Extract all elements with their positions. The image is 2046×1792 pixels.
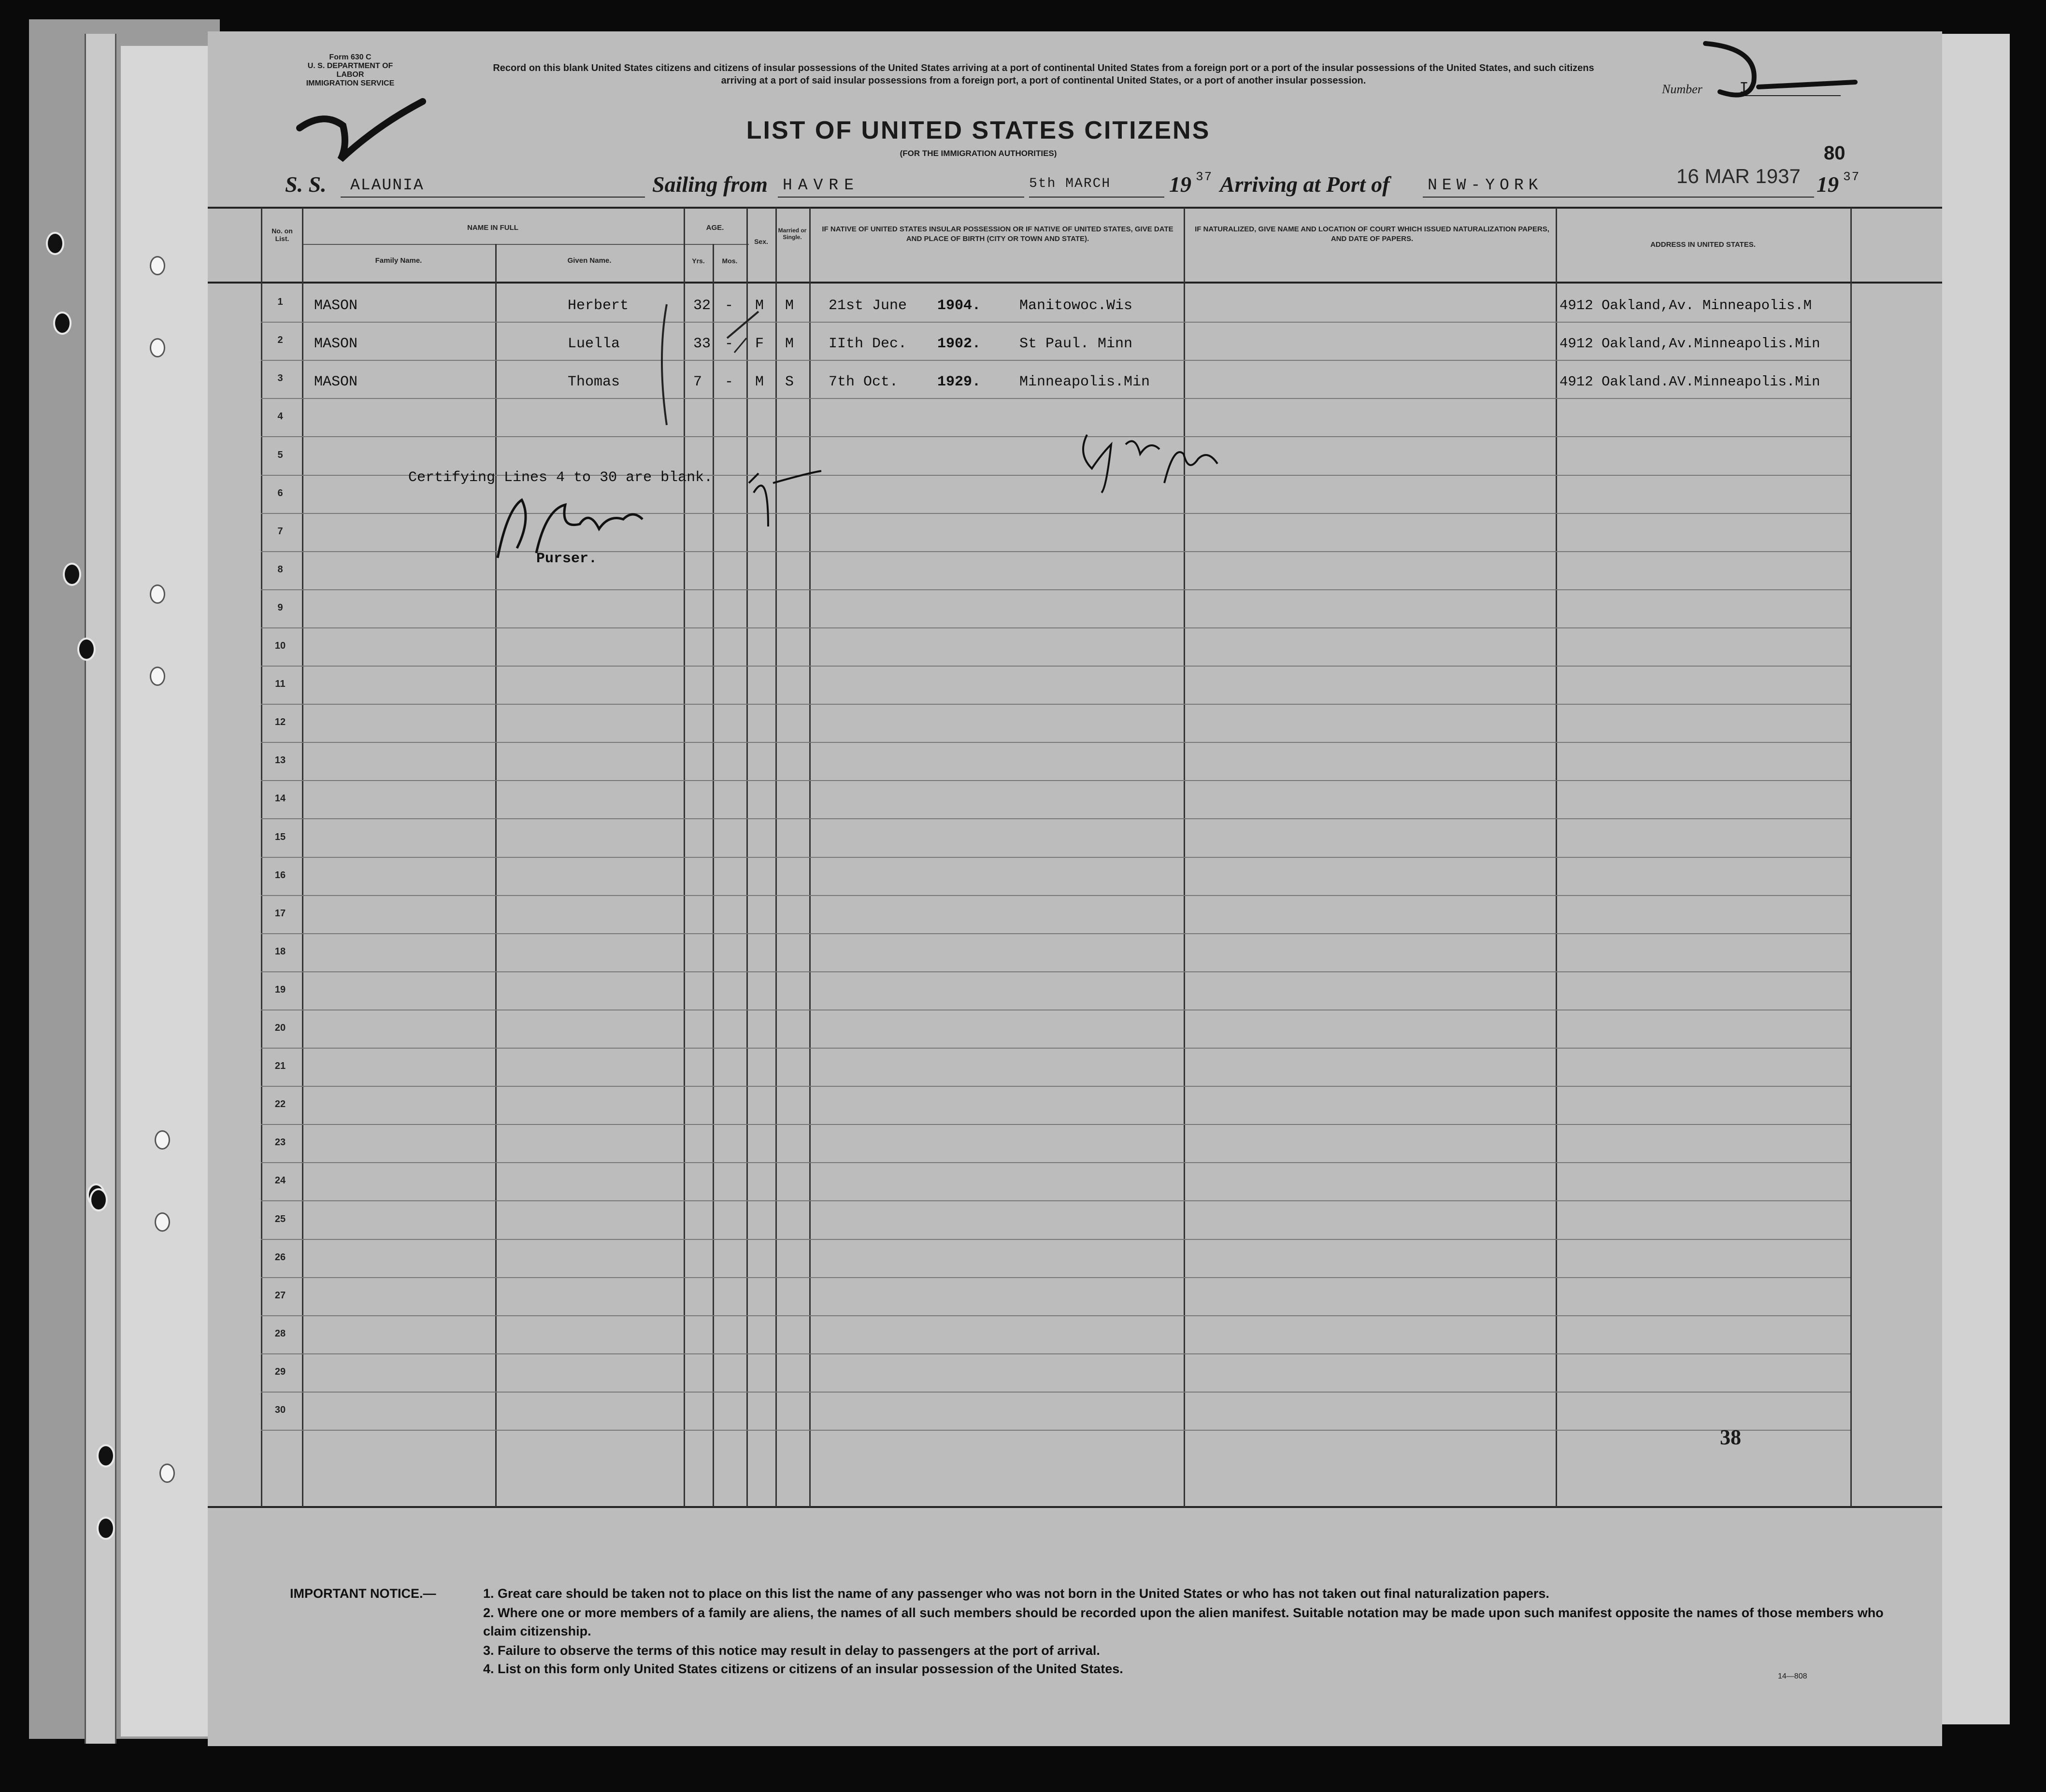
notice-item-2: 2. Where one or more members of a family are aliens, the names of all such members should be recorded upon the alien manifest. Suitable notation may be made upon such manifest opposite the names of those members who claim citizenship. <box>483 1606 1884 1638</box>
passenger-sex: M <box>755 374 764 391</box>
col-head-married: Married or Single. <box>778 227 807 241</box>
arriving-label: Arriving at Port of <box>1220 172 1390 197</box>
row-rule <box>261 1162 1850 1163</box>
passenger-sex: M <box>755 298 764 314</box>
row-rule <box>261 857 1850 858</box>
passenger-age-months: - <box>725 298 734 314</box>
inspector-signature <box>1073 425 1227 498</box>
col-head-name: NAME IN FULL <box>467 224 518 232</box>
ship-field <box>341 176 645 198</box>
row-number: 25 <box>274 1213 286 1224</box>
arrival-date-stamp: 16 MAR 1937 <box>1676 165 1801 187</box>
row-rule <box>261 818 1850 819</box>
passenger-given-name: Herbert <box>568 298 629 314</box>
col-rule <box>713 244 714 1507</box>
row-rule <box>261 436 1850 437</box>
row-number: 12 <box>274 717 286 728</box>
passenger-sex: F <box>755 336 764 353</box>
row-number: 26 <box>274 1252 286 1263</box>
row-number: 15 <box>274 831 286 842</box>
row-number: 1 <box>277 297 283 308</box>
passenger-birth-year: 1929. <box>937 374 981 391</box>
passenger-given-name: Luella <box>568 336 620 353</box>
pen-tick-marks <box>643 299 812 430</box>
row-rule <box>261 1353 1850 1354</box>
port-from: HAVRE <box>783 176 860 194</box>
row-number: 28 <box>274 1328 286 1339</box>
row-number: 5 <box>277 449 283 460</box>
passenger-birth-place: St Paul. Minn <box>1019 336 1133 353</box>
row-number: 3 <box>277 373 283 384</box>
col-head-sex: Sex. <box>754 238 768 245</box>
row-number: 22 <box>274 1099 286 1110</box>
passenger-birth-place: Manitowoc.Wis <box>1019 298 1133 314</box>
col-head-birth: IF NATIVE OF UNITED STATES INSULAR POSSESSION OR IF NATIVE OF UNITED STATES, GIVE DATE AND PLACE OF BIRTH (CITY OR TOWN AND STATE). <box>822 225 1173 243</box>
department-name: U. S. DEPARTMENT OF LABOR <box>307 62 393 79</box>
age-subheader-rule <box>684 244 749 245</box>
table-top-rule <box>208 207 1942 209</box>
row-number: 21 <box>274 1061 286 1072</box>
col-head-age: AGE. <box>706 224 724 232</box>
passenger-address: 4912 Oakland.AV.Minneapolis.Min <box>1560 374 1820 390</box>
port-from-field <box>778 176 1024 198</box>
row-rule <box>261 704 1850 705</box>
pen-initials <box>739 464 826 531</box>
manifest-page <box>208 31 1942 1746</box>
notice-label: IMPORTANT NOTICE.— <box>290 1586 436 1601</box>
sailing-label: Sailing from <box>652 172 768 197</box>
row-number: 18 <box>274 946 286 957</box>
row-number: 6 <box>277 487 283 498</box>
passenger-birth-date: IIth Dec. <box>829 336 907 353</box>
row-number: 24 <box>274 1175 286 1186</box>
name-subheader-rule <box>302 244 696 245</box>
notice-item-3: 3. Failure to observe the terms of this notice may result in delay to passengers at the port of arrival. <box>483 1643 1100 1658</box>
notice-item-4: 4. List on this form only United States citizens or citizens of an insular possession of the United States. <box>483 1662 1123 1676</box>
number-value: I <box>1739 80 1750 98</box>
row-rule <box>261 1430 1850 1431</box>
passenger-marital-status: M <box>785 298 794 314</box>
notice-item-1: 1. Great care should be taken not to place on this list the name of any passenger who was not born in the United States or who has not taken out final naturalization papers. <box>483 1586 1549 1601</box>
passenger-age-years: 32 <box>693 298 711 314</box>
row-rule <box>261 398 1850 399</box>
passenger-family-name: MASON <box>314 298 358 314</box>
col-rule <box>1850 208 1852 1507</box>
passenger-birth-year: 1902. <box>937 336 981 353</box>
row-rule <box>261 589 1850 590</box>
number-label: Number <box>1662 82 1703 96</box>
passenger-marital-status: M <box>785 336 794 353</box>
instructions-text: Record on this blank United States citizens and citizens of insular possessions of the United States arriving at a port of continental United States from a foreign port or a port of the insular possessions of the United States, and such citizens arriving at a port of said insular possessions from a foreign port, a port of continental United States, or a port of another insular possession. <box>493 63 1594 86</box>
passenger-birth-place: Minneapolis.Min <box>1019 374 1150 391</box>
row-rule <box>261 1200 1850 1201</box>
col-head-mos: Mos. <box>722 257 738 265</box>
row-rule <box>261 1277 1850 1278</box>
binding-strip <box>85 34 116 1744</box>
passenger-age-months: - <box>725 374 734 391</box>
row-number: 8 <box>277 564 283 575</box>
sailing-date: 5th MARCH <box>1029 176 1111 191</box>
sailing-year: 37 <box>1196 170 1213 184</box>
row-number: 4 <box>277 411 283 422</box>
arrival-year-prefix: 19 <box>1817 172 1839 197</box>
passenger-birth-year: 1904. <box>937 298 981 314</box>
passenger-address: 4912 Oakland,Av.Minneapolis.Min <box>1560 336 1820 352</box>
col-head-yrs: Yrs. <box>692 257 705 265</box>
page-count: 38 <box>1720 1425 1741 1449</box>
form-number: Form 630 C <box>329 53 372 61</box>
document-title: LIST OF UNITED STATES CITIZENS <box>746 116 1211 144</box>
table-bottom-rule <box>208 1506 1942 1508</box>
row-number: 16 <box>274 869 286 881</box>
row-rule <box>261 627 1850 628</box>
row-rule <box>261 1124 1850 1125</box>
certification-text: Certifying Lines 4 to 30 are blank. <box>408 469 713 486</box>
service-name: IMMIGRATION SERVICE <box>306 79 395 87</box>
passenger-marital-status: S <box>785 374 794 391</box>
col-head-family: Family Name. <box>375 256 422 265</box>
row-rule <box>261 360 1850 361</box>
row-number: 17 <box>274 908 286 919</box>
form-code: 14—808 <box>1778 1672 1807 1680</box>
purser-label: Purser. <box>536 551 598 567</box>
passenger-age-years: 7 <box>693 374 702 391</box>
date-field <box>1029 176 1164 198</box>
passenger-age-months: - <box>725 336 734 353</box>
form-id <box>295 53 406 88</box>
col-head-address: ADDRESS IN UNITED STATES. <box>1650 241 1756 249</box>
passenger-birth-date: 21st June <box>829 298 907 314</box>
col-rule <box>495 244 497 1507</box>
row-rule <box>261 322 1850 323</box>
row-number: 7 <box>277 526 283 537</box>
row-number: 23 <box>274 1137 286 1148</box>
row-number: 27 <box>274 1290 286 1301</box>
row-rule <box>261 1315 1850 1316</box>
year-prefix: 19 <box>1169 172 1191 197</box>
check-mark-icon <box>295 92 430 169</box>
ship-name: ALAUNIA <box>350 176 424 194</box>
row-rule <box>261 895 1850 896</box>
ss-label: S. S. <box>285 172 327 197</box>
passenger-address: 4912 Oakland,Av. Minneapolis.M <box>1560 298 1812 314</box>
row-number: 20 <box>274 1023 286 1033</box>
voyage-line <box>285 165 1918 205</box>
row-rule <box>261 933 1850 934</box>
passenger-birth-date: 7th Oct. <box>829 374 899 391</box>
page-mark: 80 <box>1824 142 1846 164</box>
row-number: 13 <box>274 755 286 766</box>
header-bottom-rule <box>208 282 1942 284</box>
passenger-age-years: 33 <box>693 336 711 353</box>
row-rule <box>261 1086 1850 1087</box>
row-number: 29 <box>274 1366 286 1377</box>
row-rule <box>261 971 1850 972</box>
row-number: 19 <box>274 984 286 995</box>
passenger-family-name: MASON <box>314 374 358 391</box>
row-rule <box>261 780 1850 781</box>
arrival-year: 37 <box>1843 170 1860 184</box>
row-number: 11 <box>275 679 286 690</box>
passenger-given-name: Thomas <box>568 374 620 391</box>
row-number: 9 <box>277 602 283 613</box>
row-rule <box>261 666 1850 667</box>
passenger-family-name: MASON <box>314 336 358 353</box>
row-number: 14 <box>274 793 286 804</box>
col-head-naturalized: IF NATURALIZED, GIVE NAME AND LOCATION OF COURT WHICH ISSUED NATURALIZATION PAPERS, AND DATE OF PAPERS. <box>1195 225 1549 243</box>
number-pen-mark <box>1701 39 1860 106</box>
col-head-given: Given Name. <box>567 256 612 265</box>
row-rule <box>261 1392 1850 1393</box>
row-number: 10 <box>274 640 286 651</box>
document-subtitle: (FOR THE IMMIGRATION AUTHORITIES) <box>900 149 1057 158</box>
row-rule <box>261 1239 1850 1240</box>
row-number: 30 <box>274 1405 286 1415</box>
row-number: 2 <box>277 335 283 346</box>
row-rule <box>261 742 1850 743</box>
col-head-no: No. on List. <box>272 227 293 242</box>
port-to: NEW-YORK <box>1428 176 1543 194</box>
row-rule <box>261 1048 1850 1049</box>
